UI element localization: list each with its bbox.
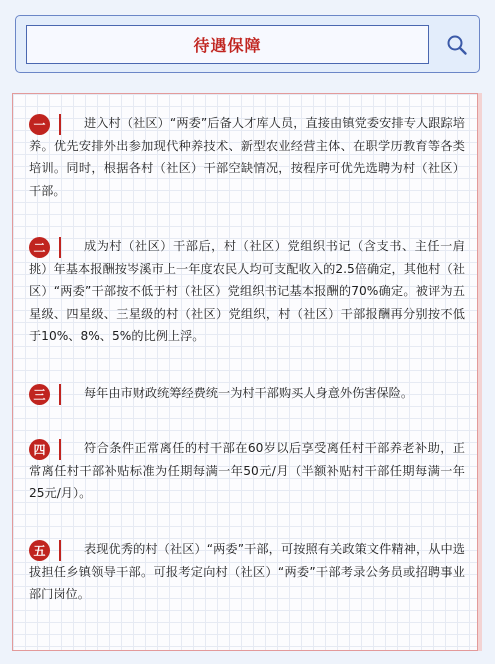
page-title: 待遇保障 <box>26 25 429 64</box>
badge-divider <box>59 439 61 460</box>
section-text: 进入村（社区）“两委”后备人才库人员，直接由镇党委安排专人跟踪培养。优先安排外出参加现代种养技术、新型农业经营主体、在职学历教育等各类培训。同时，根据各村（社区）干部空缺情况，按程序可优先选聘为村（社区）干部。 <box>29 116 465 198</box>
badge-divider <box>59 384 61 405</box>
policy-section-3 <box>29 382 465 405</box>
section-text: 表现优秀的村（社区）“两委”干部，可按照有关政策文件精神，从中选拔担任乡镇领导干部。可报考定向村（社区）“两委”干部考录公务员或招聘事业部门岗位。 <box>29 542 465 602</box>
search-button[interactable] <box>441 25 473 64</box>
section-text: 符合条件正常离任的村干部在60岁以后享受离任村干部养老补助，正常离任村干部补贴标准为任期每满一年50元/月（半额补贴村干部任期每满一年25元/月）。 <box>29 441 465 501</box>
badge-divider <box>59 114 61 135</box>
section-number-badge: 三 <box>29 384 50 405</box>
badge-divider <box>59 540 61 561</box>
content-panel <box>12 93 478 651</box>
section-number-badge: 四 <box>29 439 50 460</box>
section-number-badge: 二 <box>29 237 50 258</box>
section-text: 成为村（社区）干部后，村（社区）党组织书记（含支书、主任一肩挑）年基本报酬按岑溪市上一年度农民人均可支配收入的2.5倍确定，其他村（社区）“两委”干部按不低于村（社区）党组织书记基本报酬的70%确定。被评为五星级、四星级、三星级的村（社区）党组织，村（社区）干部报酬再分别按不低于10%、8%、5%的比例上浮。 <box>29 239 465 344</box>
section-number-badge: 一 <box>29 114 50 135</box>
header-bar <box>15 15 480 73</box>
badge-divider <box>59 237 61 258</box>
policy-section-1 <box>29 112 465 202</box>
policy-section-2 <box>29 235 465 348</box>
policy-section-4 <box>29 437 465 505</box>
search-icon <box>446 34 468 56</box>
section-number-badge: 五 <box>29 540 50 561</box>
policy-section-5 <box>29 538 465 606</box>
section-text: 每年由市财政统筹经费统一为村干部购买人身意外伤害保险。 <box>84 386 414 400</box>
